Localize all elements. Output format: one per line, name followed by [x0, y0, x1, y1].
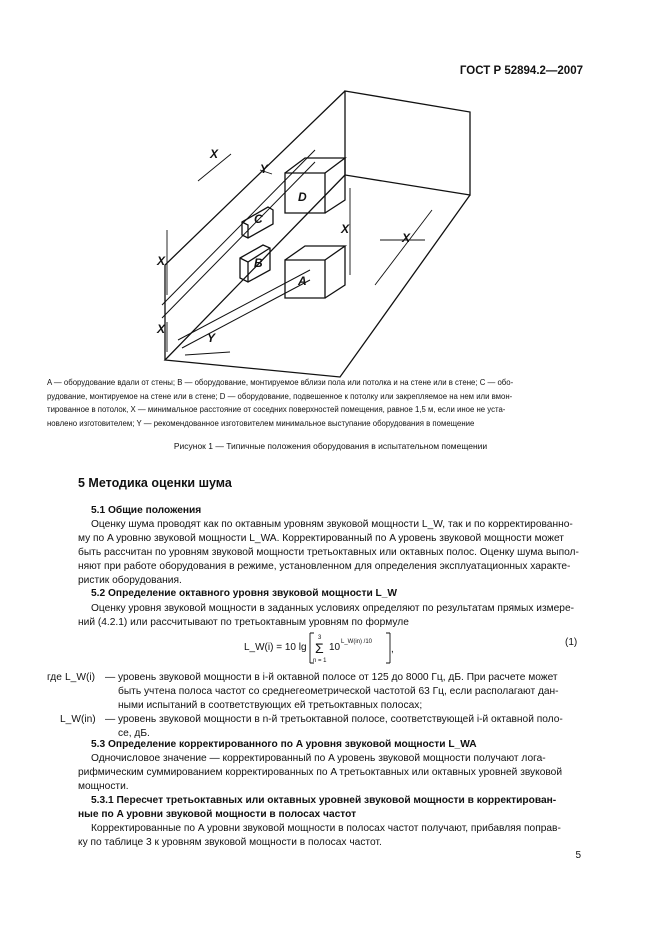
- label-y-bottom: Y: [207, 331, 216, 345]
- figure-legend: [47, 376, 599, 430]
- text-line: 5.3.1 Пересчет третьоктавных или октавных уровней звуковой мощности в корректирован-: [91, 795, 557, 806]
- text-line: ний (4.2.1) или рассчитывают по третьоктавным уровням по формуле: [78, 617, 409, 628]
- legend-line: тированное в потолок, X — минимальное расстояние от соседних поверхностей помещения, равное 1,5 м, если иное не уста-: [47, 405, 506, 414]
- text-line: Корректированные по A уровни звуковой мощности в полосах частот получают, прибавляя поправ-: [91, 823, 561, 834]
- page-number: 5: [575, 850, 581, 861]
- formula-1: [244, 630, 394, 666]
- text-line: быть учтена полоса частот со среднегеометрической частотой 63 Гц, если располагают дан-: [118, 686, 559, 697]
- where-symbol-2: L_W(in): [60, 714, 96, 725]
- section-title: 5 Методика оценки шума: [78, 476, 232, 490]
- subsection-title-5-2: 5.2 Определение октавного уровня звуковой мощности L_W: [91, 588, 398, 599]
- sum-upper: 3: [318, 635, 322, 641]
- text-line: се, дБ.: [118, 728, 150, 739]
- label-x-top: X: [210, 147, 219, 161]
- legend-line: новлено изготовителем; Y — рекомендованное изготовителем минимальное выступание оборудования в помещение: [47, 418, 475, 428]
- formula-base: 10: [329, 642, 341, 653]
- legend-line: A — оборудование вдали от стены; B — оборудование, монтируемое вблизи пола или потолка и на стене или в стене; C — обо-: [47, 378, 514, 387]
- text-line: рифмическим суммированием корректированных по A третьоктавных или октавных уровней звуковой: [78, 767, 563, 778]
- where-definition-1: [118, 671, 581, 713]
- paragraph-5-3: [78, 752, 581, 794]
- text-line: ные по A уровни звуковой мощности в полосах частот: [78, 809, 357, 820]
- paragraph-5-2: [78, 602, 581, 630]
- subsection-title-5-1: 5.1 Общие положения: [91, 505, 202, 516]
- document-code: ГОСТ Р 52894.2—2007: [459, 65, 583, 77]
- subsection-title-5-3-1: [78, 794, 581, 822]
- formula-lhs: L_W(i) = 10 lg: [244, 642, 307, 653]
- text-line: уровень звуковой мощности в i-й октавной полосе от 125 до 8000 Гц, дБ. При расчете может: [118, 672, 558, 683]
- label-x-left: X: [157, 254, 166, 268]
- label-x-right: X: [402, 231, 411, 245]
- formula-exponent: L_W(in) /10: [341, 639, 373, 645]
- sum-lower: n = 1: [313, 658, 327, 664]
- text-line: Одночисловое значение — корректированный по A уровень звуковой мощности получают лога-: [91, 753, 546, 764]
- label-x-mid: X: [341, 222, 350, 236]
- where-word: где: [47, 672, 62, 683]
- text-line: Оценку уровня звуковой мощности в заданных условиях определяют по результатам прямых измере-: [91, 603, 575, 614]
- text-line: ристик оборудования.: [78, 575, 182, 586]
- label-d: D: [298, 190, 307, 204]
- text-line: няют при работе оборудования в режиме, установленном для определения эксплуатационных характе-: [78, 561, 571, 572]
- where-dash-2: —: [105, 714, 116, 725]
- sum-sign: Σ: [315, 640, 324, 656]
- text-line: уровень звуковой мощности в n-й третьоктавной полосе, соответствующей i-й октавной поло-: [118, 714, 563, 725]
- where-symbol-1: L_W(i): [65, 672, 95, 683]
- text-line: ными испытаний в соответствующих ей третьоктавных полосах;: [118, 700, 423, 711]
- text-line: му по A уровню звуковой мощности L_WA. Корректированный по A уровень звуковой мощности может: [78, 533, 564, 544]
- paragraph-5-3-1: [78, 822, 581, 850]
- formula-comma: ,: [391, 644, 394, 655]
- label-c: C: [254, 212, 263, 226]
- legend-line: рудование, монтируемое на стене или в стене; D — оборудование, подвешенное к потолку или закрепляемое на нем или вмон-: [47, 391, 513, 401]
- text-line: ку по таблице 3 к уровням звуковой мощности в полосах частот.: [78, 837, 382, 848]
- equation-number: (1): [565, 637, 578, 648]
- paragraph-5-1: [78, 518, 581, 588]
- text-line: Оценку шума проводят как по октавным уровням звуковой мощности L_W, так и по корректированно-: [91, 519, 573, 530]
- room-diagram: [140, 90, 500, 380]
- label-a: A: [298, 274, 307, 288]
- label-b: B: [254, 256, 263, 270]
- label-y-top: Y: [260, 162, 269, 176]
- where-dash-1: —: [105, 672, 116, 683]
- figure-caption: Рисунок 1 — Типичные положения оборудования в испытательном помещении: [173, 441, 488, 451]
- text-line: мощности.: [78, 781, 129, 792]
- label-x-bottom: X: [157, 322, 166, 336]
- where-definition-2: [118, 713, 581, 741]
- text-line: быть рассчитан по уровням звуковой мощности третьоктавных или октавных полос. Оценку шума выпол-: [78, 547, 579, 558]
- subsection-title-5-3: 5.3 Определение корректированного по A уровня звуковой мощности L_WA: [91, 739, 477, 750]
